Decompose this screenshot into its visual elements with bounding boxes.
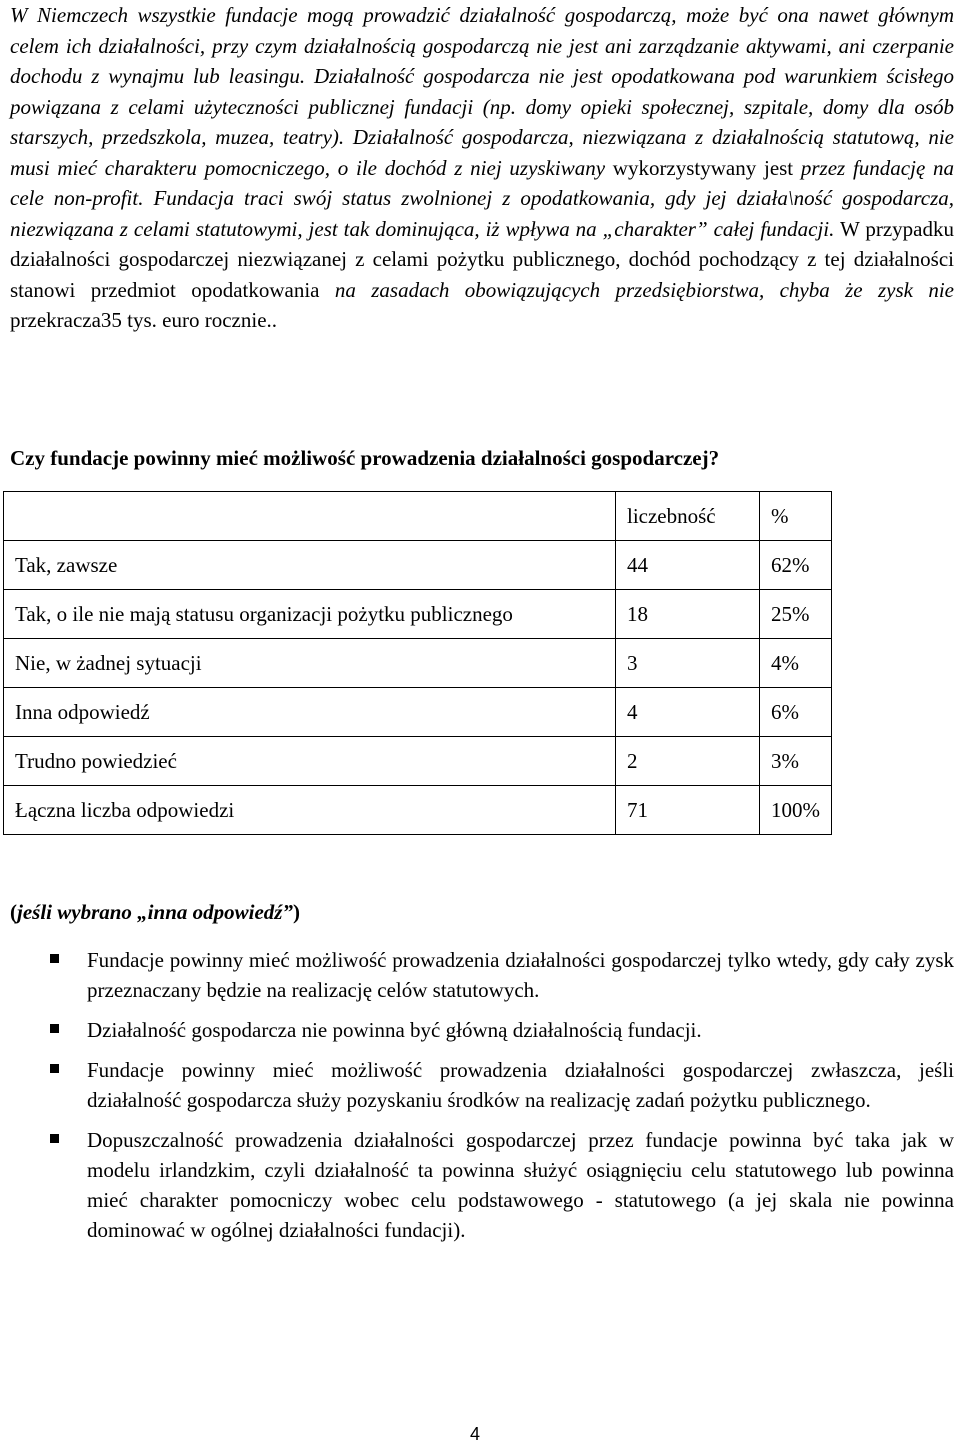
answer-label: Tak, o ile nie mają statusu organizacji pożytku publicznego: [4, 590, 616, 639]
table-row: [4, 541, 832, 590]
answer-label: Nie, w żadnej sytuacji: [4, 639, 616, 688]
table-header-row: [4, 492, 832, 541]
list-item: [0, 1015, 954, 1045]
square-bullet-icon: [50, 954, 59, 963]
note-open-paren: (: [10, 900, 17, 924]
square-bullet-icon: [50, 1134, 59, 1143]
opinion-text: Działalność gospodarcza nie powinna być główną działalnością fundacji.: [87, 1018, 702, 1042]
answer-label: Inna odpowiedź: [4, 688, 616, 737]
intro-text-italic-2: przez fundację na cele non-profit. Fundacja traci swój status zwolnionej z opodatkowania, gdy jej działa\ność gospodarcza, niezwiązana z celami statutowymi, jest tak dominująca, iż wpływa na „charakter” całej fundacji.: [10, 155, 954, 241]
answer-count: 2: [616, 737, 760, 786]
answer-label: Trudno powiedzieć: [4, 737, 616, 786]
intro-text-italic-1: W Niemczech wszystkie fundacje mogą prowadzić działalność gospodarczą, może być ona nawet głównym celem ich działalności, przy czym działalnością gospodarczą nie jest ani zarządzanie aktywami, ani czerpanie dochodu z wynajmu lub leasingu. Działalność gospodarcza nie jest opodatkowana pod warunkiem ścisłego powiązana z celami użyteczności publicznej fundacji (np. domy opieki społecznej, szpitale, domy dla osób starszych, przedszkola, muzea, teatry). Działalność gospodarcza, niezwiązana z działalnością statutową, nie musi mieć charakteru pomocniczego, o ile dochód z niej uzyskiwany: [10, 3, 954, 180]
header-count-cell: liczebność: [616, 492, 760, 541]
square-bullet-icon: [50, 1024, 59, 1033]
header-percent-cell: %: [760, 492, 832, 541]
intro-text-plain-3: przekracza35 tys. euro rocznie..: [10, 308, 278, 332]
total-percent: 100%: [760, 786, 832, 835]
header-label-cell: [4, 492, 616, 541]
table-total-row: [4, 786, 832, 835]
list-item: [0, 945, 954, 1005]
note-close-paren: ): [292, 900, 300, 924]
intro-text-plain-1: wykorzystywany jest: [605, 155, 794, 180]
table-row: [4, 688, 832, 737]
square-bullet-icon: [50, 1064, 59, 1073]
answer-percent: 3%: [760, 737, 832, 786]
survey-question: Czy fundacje powinny mieć możliwość prowadzenia działalności gospodarczej?: [10, 446, 720, 470]
list-item: [0, 1055, 954, 1115]
answer-count: 3: [616, 639, 760, 688]
note-text: jeśli wybrano „inna odpowiedź”: [17, 900, 293, 924]
answer-percent: 6%: [760, 688, 832, 737]
opinions-list: [0, 945, 954, 1255]
answer-count: 4: [616, 688, 760, 737]
intro-paragraph: [10, 0, 954, 336]
intro-text-plain-2: W przypadku działalności gospodarczej niezwiązanej z celami pożytku publicznego, dochód pochodzący z tej działalności stanowi przedmiot opodatkowania: [10, 216, 954, 302]
answer-count: 44: [616, 541, 760, 590]
table-row: [4, 737, 832, 786]
answer-percent: 25%: [760, 590, 832, 639]
answer-label: Tak, zawsze: [4, 541, 616, 590]
answer-count: 18: [616, 590, 760, 639]
answer-percent: 4%: [760, 639, 832, 688]
other-answer-note: [10, 897, 300, 927]
opinion-text: Fundacje powinny mieć możliwość prowadzenia działalności gospodarczej zwłaszcza, jeśli działalność gospodarcza służy pozyskaniu środków na realizację zadań pożytku publicznego.: [87, 1058, 954, 1112]
intro-text-italic-3: na zasadach obowiązujących przedsiębiorstwa, chyba że zysk nie: [319, 277, 954, 302]
opinion-text: Fundacje powinny mieć możliwość prowadzenia działalności gospodarczej tylko wtedy, gdy cały zysk przeznaczany będzie na realizację celów statutowych.: [87, 948, 954, 1002]
table-row: [4, 639, 832, 688]
total-label: Łączna liczba odpowiedzi: [4, 786, 616, 835]
table-row: [4, 590, 832, 639]
list-item: [0, 1125, 954, 1245]
opinion-text: Dopuszczalność prowadzenia działalności gospodarczej przez fundacje powinna być taka jak w modelu irlandzkim, czyli działalność ta powinna służyć osiągnięciu celu statutowego lub powinna mieć charakter pomocniczy wobec celu podstawowego - statutowego (a jej skala nie powinna dominować w ogólnej działalności fundacji).: [87, 1128, 954, 1242]
survey-results-table: [3, 491, 832, 835]
total-count: 71: [616, 786, 760, 835]
page-number: 4: [470, 1424, 481, 1444]
answer-percent: 62%: [760, 541, 832, 590]
